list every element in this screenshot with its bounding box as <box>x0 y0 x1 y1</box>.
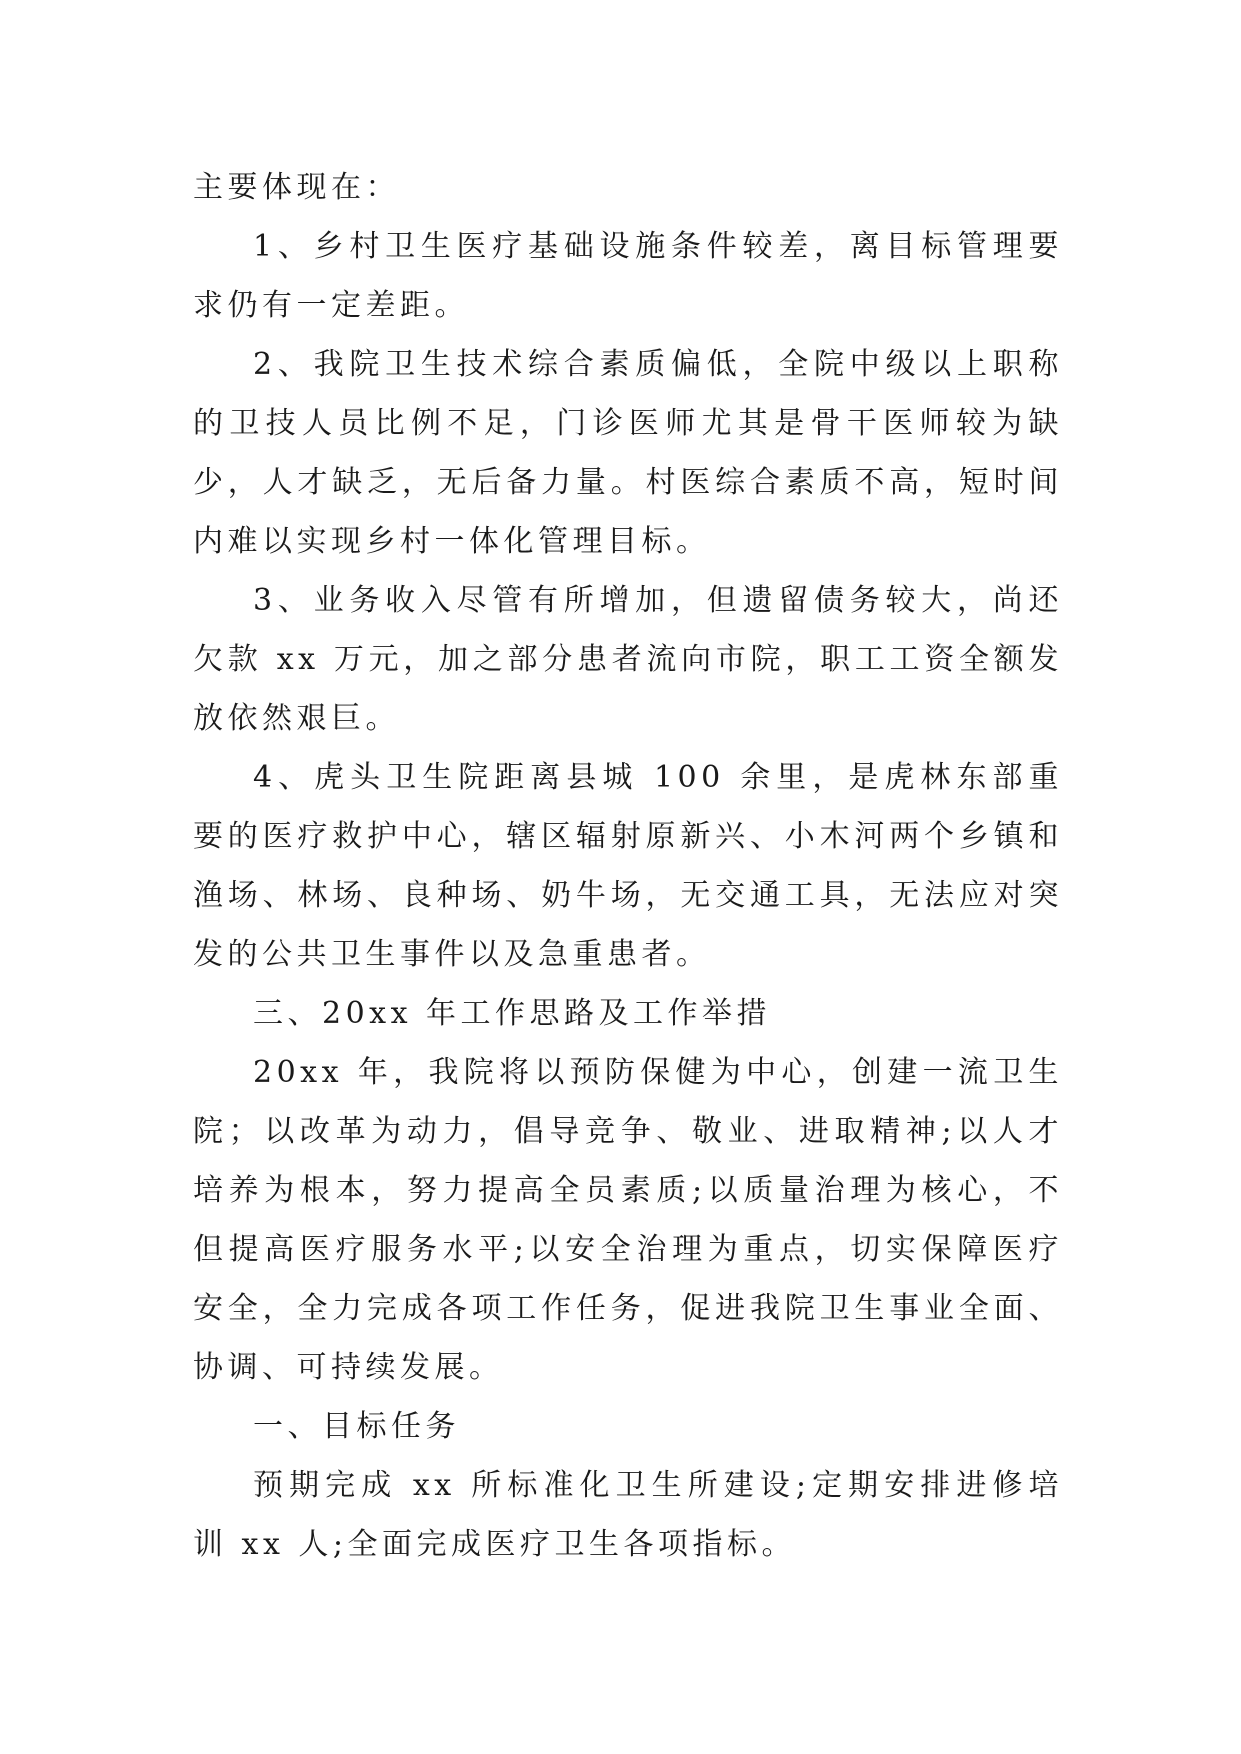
paragraph-goals: 预期完成 xx 所标准化卫生所建设;定期安排进修培训 xx 人;全面完成医疗卫生各项指标。 <box>193 1468 1063 1562</box>
paragraph-item-2: 2、我院卫生技术综合素质偏低，全院中级以上职称的卫技人员比例不足，门诊医师尤其是骨干医师较为缺少，人才缺乏，无后备力量。村医综合素质不高，短时间内难以实现乡村一体化管理目标。 <box>193 347 1063 559</box>
paragraph-work-plan: 20xx 年，我院将以预防保健为中心，创建一流卫生院；以改革为动力，倡导竞争、敬业、进取精神;以人才培养为根本，努力提高全员素质;以质量治理为核心，不但提高医疗服务水平;以安全治理为重点，切实保障医疗安全，全力完成各项工作任务，促进我院卫生事业全面、协调、可持续发展。 <box>193 1055 1063 1385</box>
document-page <box>193 158 1063 1574</box>
paragraph-item-1: 1、乡村卫生医疗基础设施条件较差，离目标管理要求仍有一定差距。 <box>193 229 1063 323</box>
section-heading-work-plan: 三、20xx 年工作思路及工作举措 <box>253 996 772 1031</box>
paragraph-item-3: 3、业务收入尽管有所增加，但遗留债务较大，尚还欠款 xx 万元，加之部分患者流向市院，职工工资全额发放依然艰巨。 <box>193 583 1063 736</box>
paragraph-item-4: 4、虎头卫生院距离县城 100 余里，是虎林东部重要的医疗救护中心，辖区辐射原新兴、小木河两个乡镇和渔场、林场、良种场、奶牛场，无交通工具，无法应对突发的公共卫生事件以及急重患者。 <box>193 760 1063 972</box>
paragraph-intro: 主要体现在： <box>193 170 400 205</box>
section-heading-goals: 一、目标任务 <box>253 1409 460 1444</box>
